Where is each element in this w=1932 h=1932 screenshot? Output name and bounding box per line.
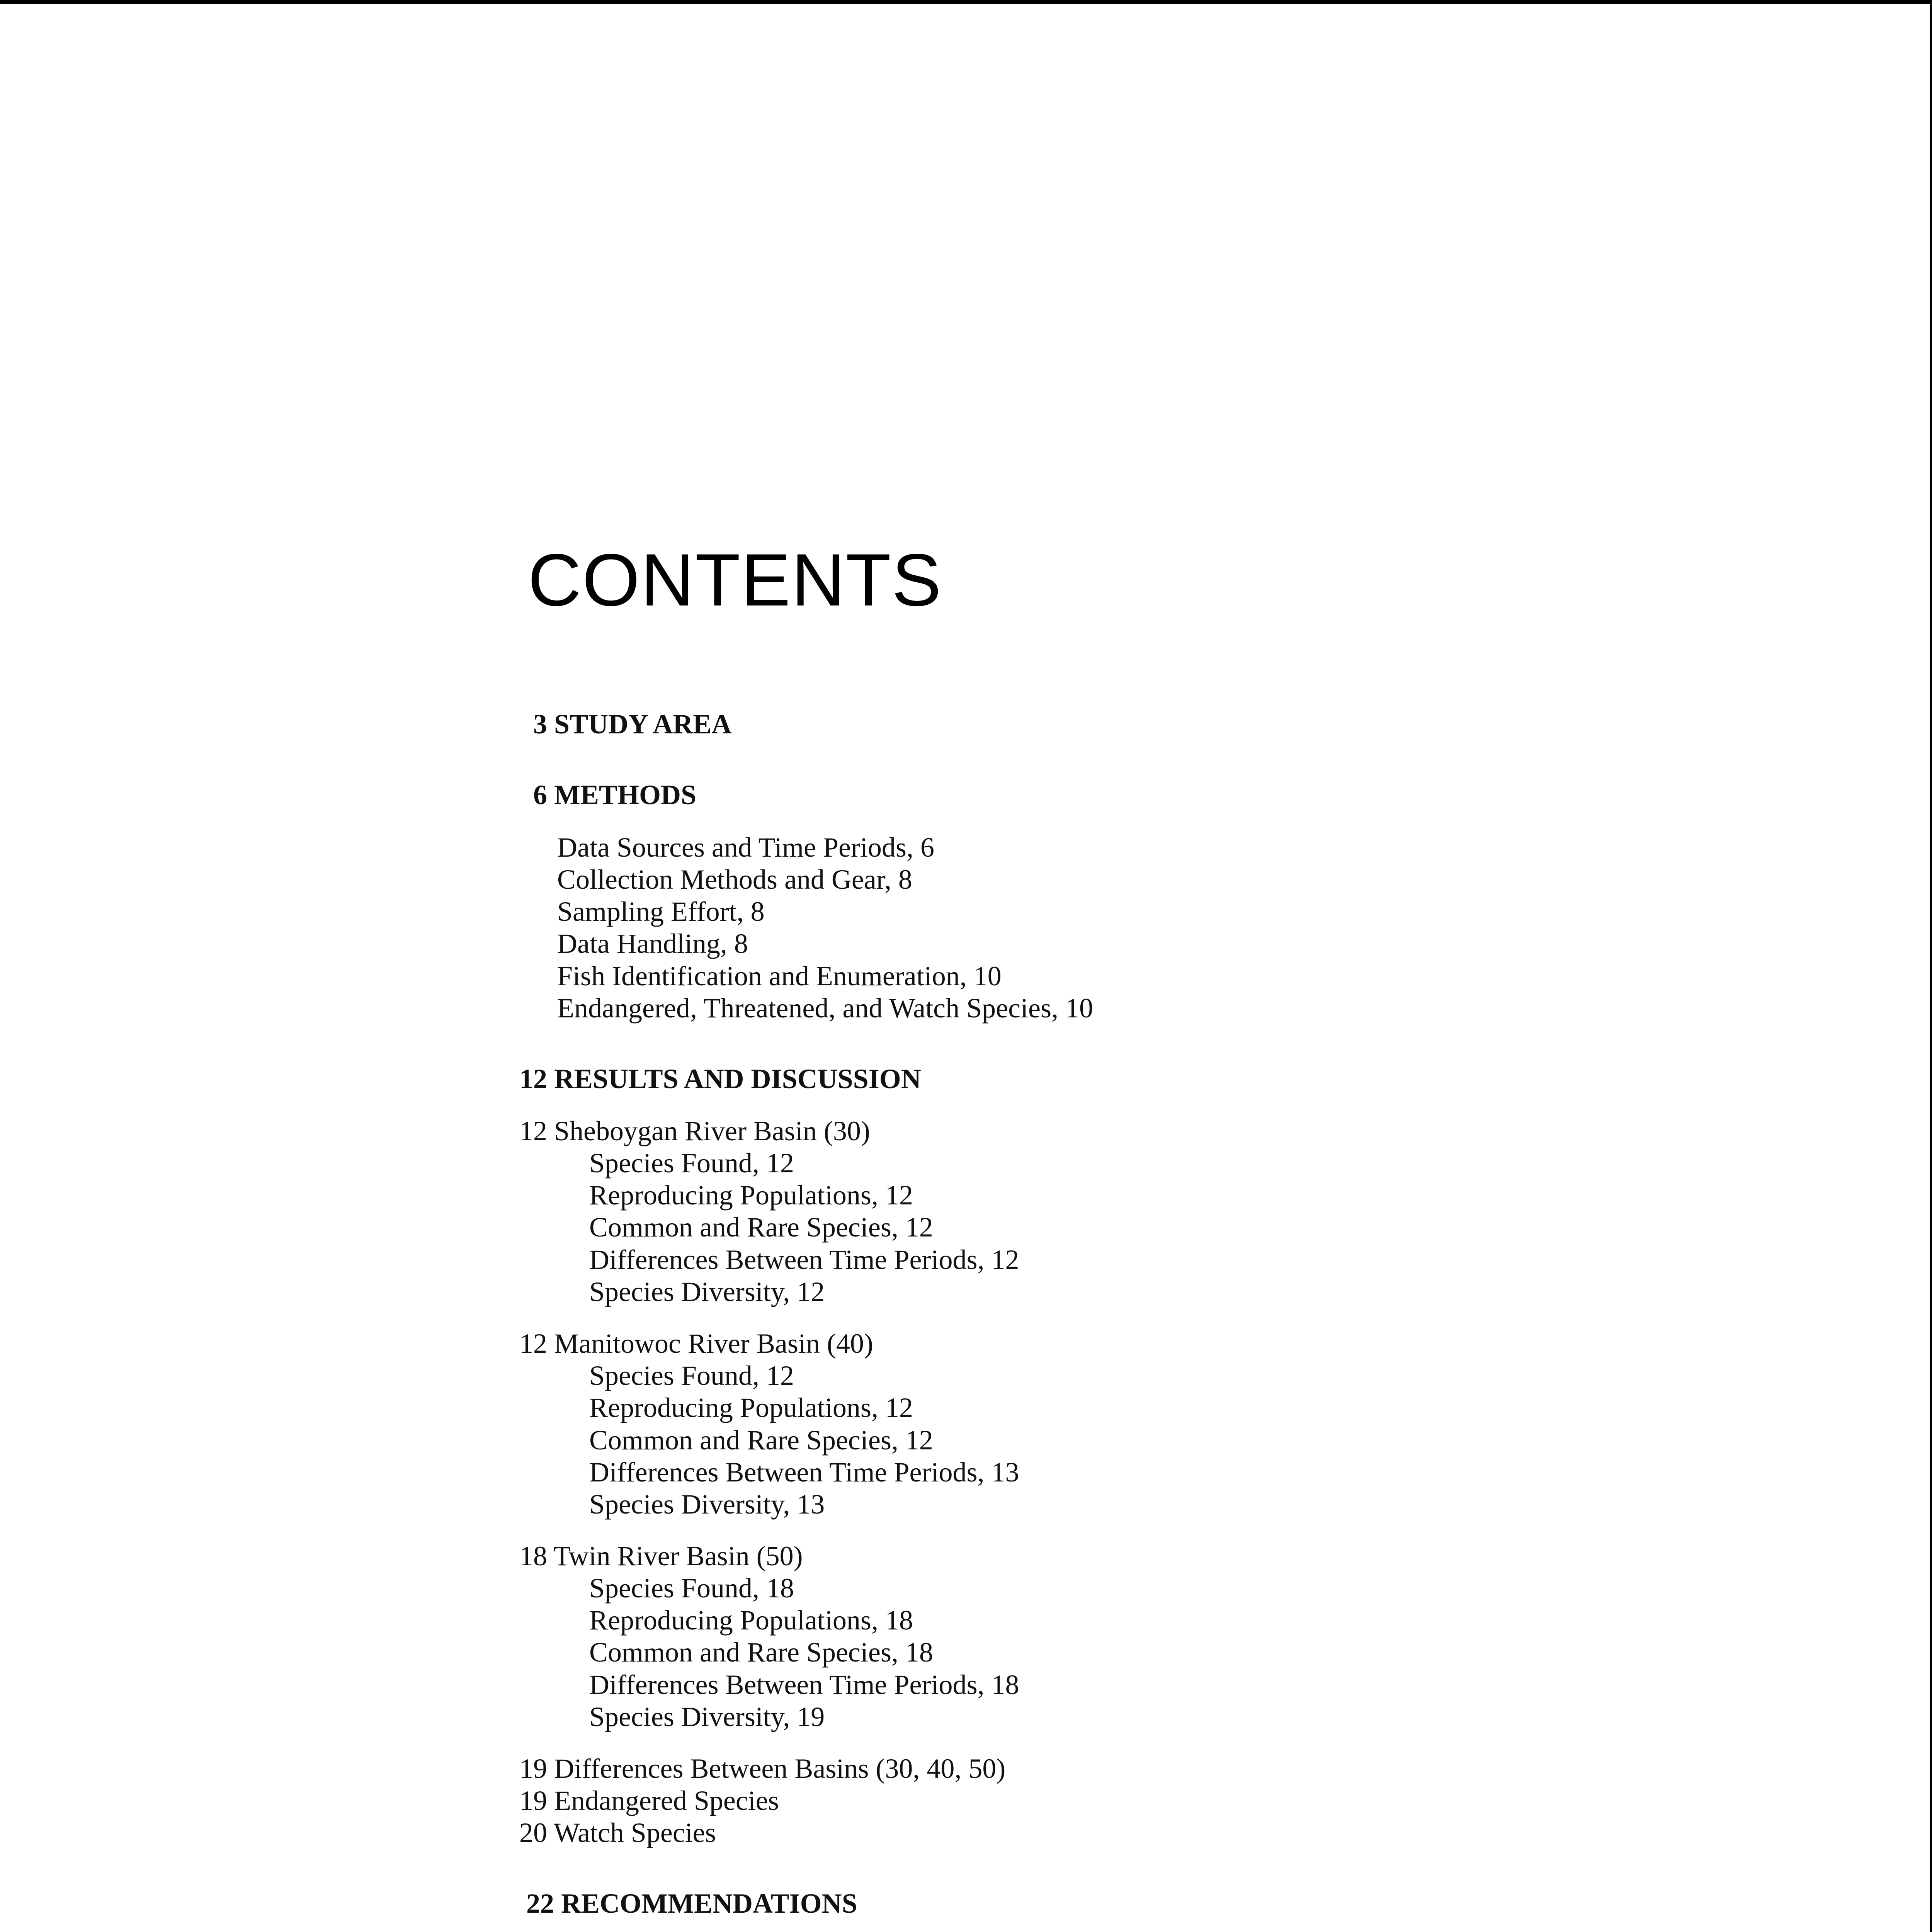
toc-entry-endangered-species: 19 Endangered Species [519, 1785, 779, 1816]
toc-entry-twin-basin: 18 Twin River Basin (50) [519, 1541, 803, 1571]
toc-entry-twin-species-found: Species Found, 18 [589, 1573, 794, 1604]
toc-entry-manitowoc-common-rare: Common and Rare Species, 12 [589, 1425, 933, 1456]
toc-entry-twin-reproducing: Reproducing Populations, 18 [589, 1605, 913, 1636]
toc-entry-manitowoc-reproducing: Reproducing Populations, 12 [589, 1392, 913, 1423]
toc-entry-manitowoc-differences: Differences Between Time Periods, 13 [589, 1457, 1019, 1488]
toc-entry-fish-identification: Fish Identification and Enumeration, 10 [557, 961, 1002, 992]
toc-entry-endangered-threatened-watch: Endangered, Threatened, and Watch Species, 10 [557, 993, 1094, 1024]
toc-entry-sheboygan-common-rare: Common and Rare Species, 12 [589, 1212, 933, 1243]
toc-entry-data-sources: Data Sources and Time Periods, 6 [557, 832, 934, 863]
toc-entry-watch-species: 20 Watch Species [519, 1817, 716, 1848]
toc-entry-sheboygan-differences: Differences Between Time Periods, 12 [589, 1244, 1019, 1275]
toc-heading-methods: 6 METHODS [533, 779, 697, 810]
toc-entry-sampling-effort: Sampling Effort, 8 [557, 896, 765, 927]
toc-entry-manitowoc-diversity: Species Diversity, 13 [589, 1489, 825, 1520]
toc-heading-recommendations: 22 RECOMMENDATIONS [526, 1888, 857, 1919]
toc-entry-twin-differences: Differences Between Time Periods, 18 [589, 1669, 1019, 1700]
toc-entry-sheboygan-reproducing: Reproducing Populations, 12 [589, 1180, 913, 1211]
toc-heading-results: 12 RESULTS AND DISCUSSION [519, 1063, 921, 1094]
page-title: CONTENTS [528, 538, 942, 621]
toc-entry-twin-diversity: Species Diversity, 19 [589, 1701, 825, 1732]
toc-entry-sheboygan-basin: 12 Sheboygan River Basin (30) [519, 1116, 870, 1146]
toc-entry-manitowoc-basin: 12 Manitowoc River Basin (40) [519, 1328, 873, 1359]
toc-entry-collection-methods: Collection Methods and Gear, 8 [557, 864, 912, 895]
toc-entry-twin-common-rare: Common and Rare Species, 18 [589, 1637, 933, 1668]
toc-entry-data-handling: Data Handling, 8 [557, 928, 748, 959]
toc-entry-differences-between-basins: 19 Differences Between Basins (30, 40, 50) [519, 1753, 1006, 1784]
toc-entry-manitowoc-species-found: Species Found, 12 [589, 1360, 794, 1391]
toc-heading-study-area: 3 STUDY AREA [533, 709, 732, 740]
toc-entry-sheboygan-diversity: Species Diversity, 12 [589, 1276, 825, 1307]
toc-entry-sheboygan-species-found: Species Found, 12 [589, 1148, 794, 1179]
